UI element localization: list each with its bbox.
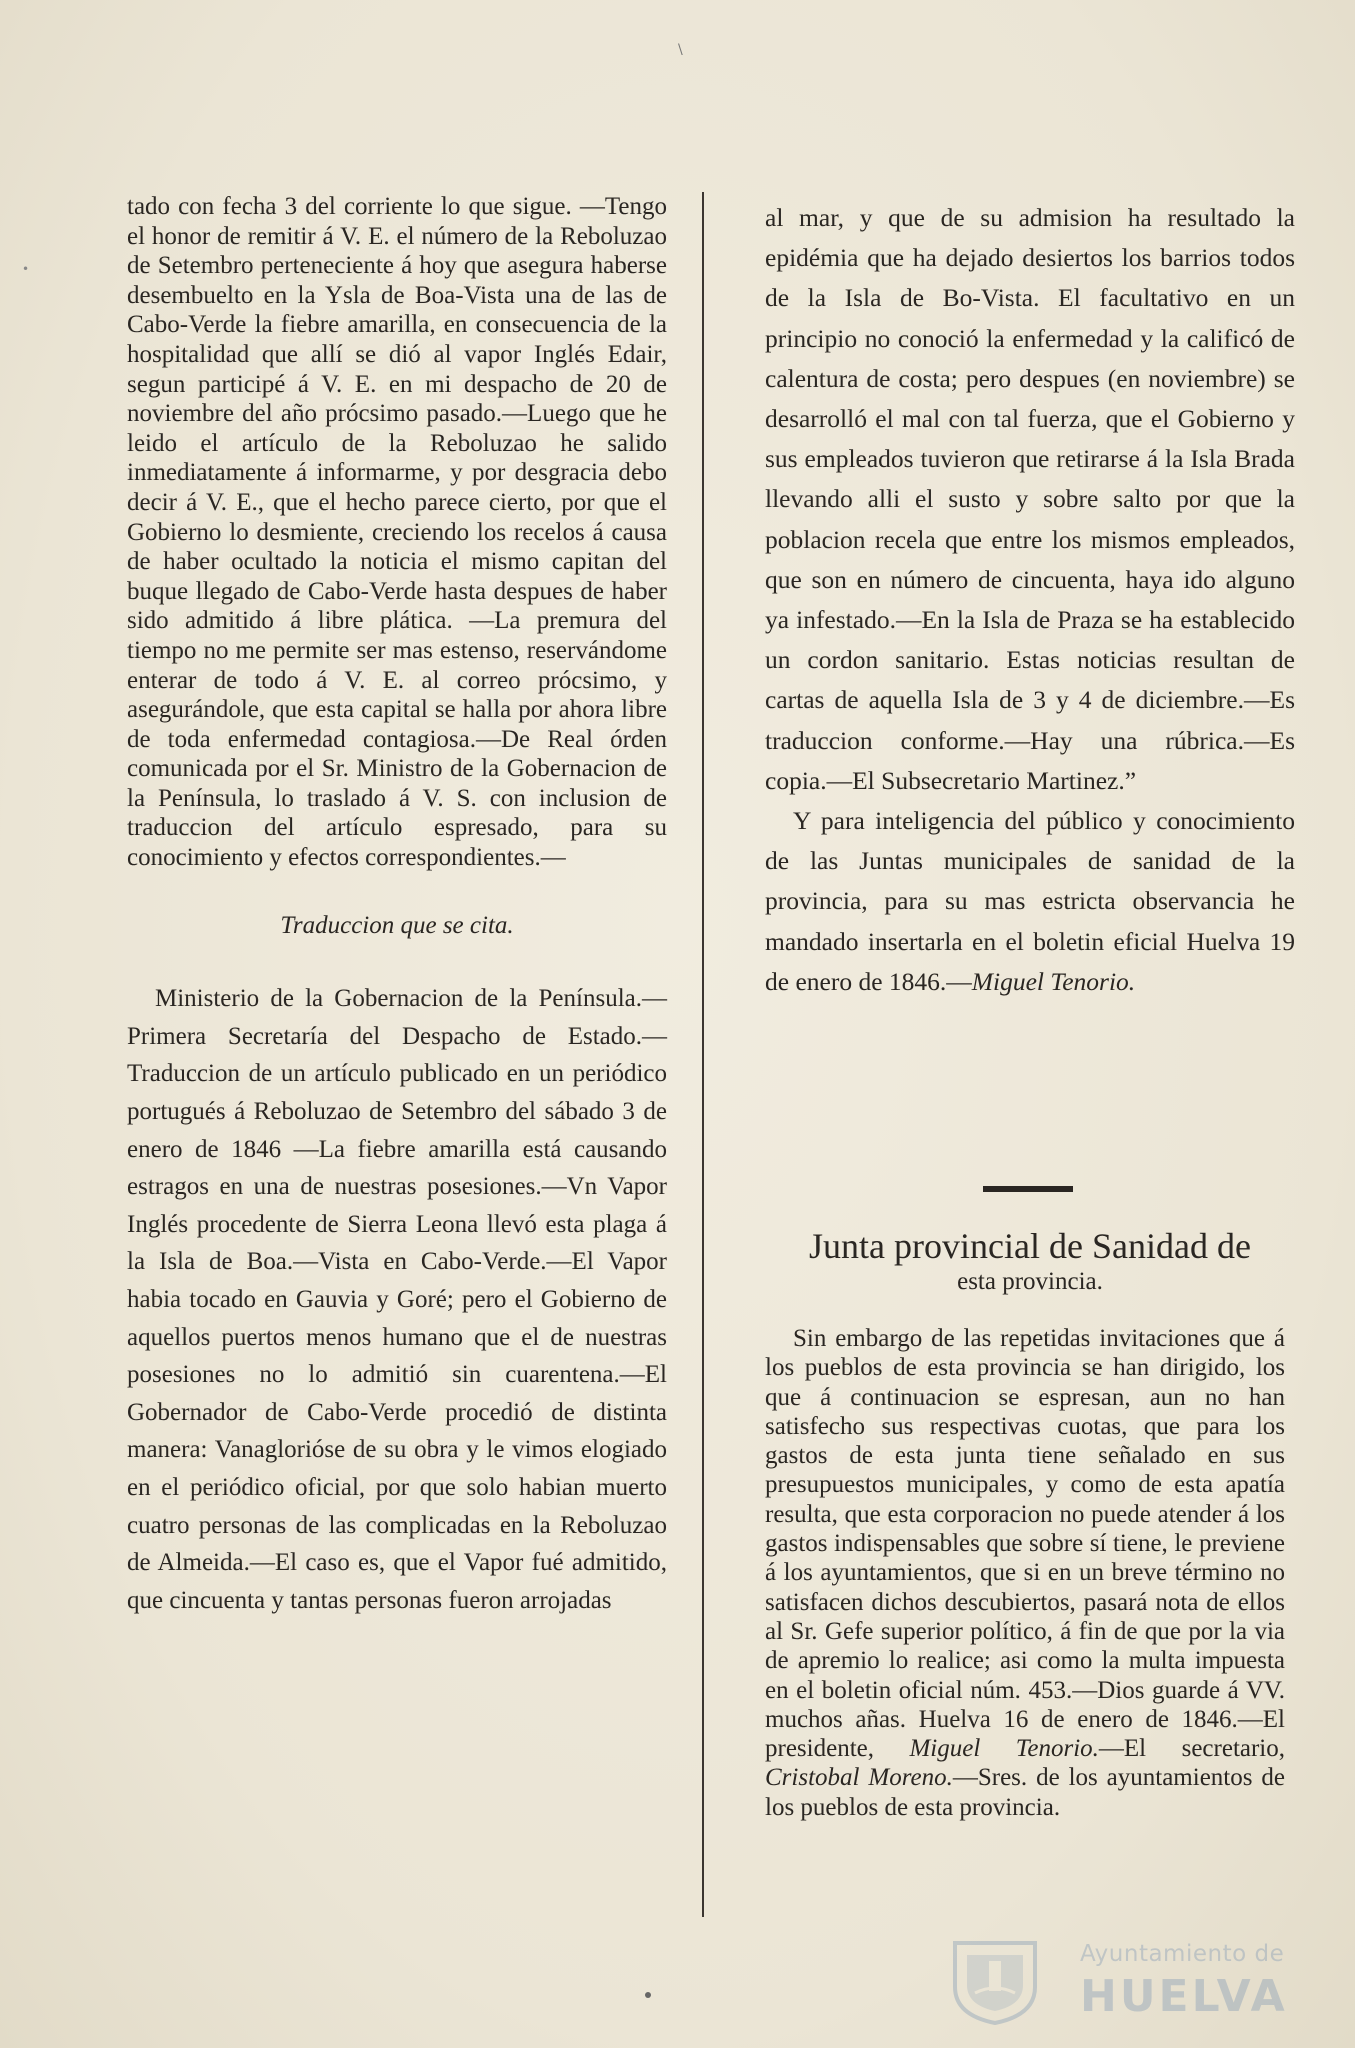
junta-notice bbox=[765, 1324, 1285, 1822]
page-mark: \ bbox=[678, 42, 683, 58]
right-paragraph-2-text: Y para inteligencia del público y conocimiento de las Juntas municipales de sanidad de la provincia, para su mas estricta observancia he mandado insertarla en el boletin eficial Huelva 19 de enero de 1846.— bbox=[765, 806, 1295, 996]
signature-tenorio: Miguel Tenorio. bbox=[971, 966, 1136, 996]
junta-president-name: Miguel Tenorio. bbox=[909, 1735, 1099, 1763]
right-paragraph-1: al mar, y que de su admision ha resultado la epidémia que ha dejado desiertos los barrios todos de la Isla de Bo-Vista. El facultativo en un principio no conoció la enfermedad y la calificó de calentura de costa; pero despues (en noviembre) se desarrolló el mal con tal fuerza, que el Gobierno y sus empleados tuvieron que retirarse á la Isla Brada llevando alli el susto y sobre salto por que la poblacion recela que entre los mismos empleados, que son en número de cincuenta, haya ido alguno ya infestado.—En la Isla de Praza se ha establecido un cordon sanitario. Estas noticias resultan de cartas de aquella Isla de 3 y 4 de diciembre.—Es traduccion conforme.—Hay una rúbrica.—Es copia.—El Subsecretario Martinez.” bbox=[765, 203, 1295, 795]
translation-heading: Traduccion que se cita. bbox=[280, 911, 514, 939]
coat-of-arms-icon bbox=[945, 1935, 1045, 2025]
section-subtitle: esta provincia. bbox=[957, 1268, 1103, 1295]
right-paragraph-2 bbox=[765, 801, 1295, 1002]
junta-text-3: —Sres. de los ayuntamientos de los pueblos de esta provincia. bbox=[765, 1764, 1285, 1821]
section-rule bbox=[983, 1186, 1073, 1192]
junta-text-1: Sin embargo de las repetidas invitaciones que á los pueblos de esta provincia se han dirigido, los que á continuacion se espresan, aun no han satisfecho sus respectivas cuotas, que para los gastos de esta junta tiene señalado en sus presupuestos municipales, y como de esta apatía resulta, que esta corporacion no puede atender á los gastos indispensables que sobre sí tiene, le previene á los ayuntamientos, que si en un breve término no satisfacen dichos descubiertos, pasará nota de ellos al Sr. Gefe superior político, á fin de que por la via de apremio lo realice; asi como la multa impuesta en el boletin oficial núm. 453.—Dios guarde á VV. muchos añas. Huelva 16 de enero de 1846.—El presidente, bbox=[765, 1325, 1285, 1763]
section-title: Junta provincial de Sanidad de bbox=[809, 1226, 1251, 1266]
junta-text-2: —El secretario, bbox=[1098, 1735, 1286, 1763]
column-divider bbox=[702, 192, 704, 1917]
left-paragraph-1: tado con fecha 3 del corriente lo que sigue. —Tengo el honor de remitir á V. E. el número de la Reboluzao de Setembro perteneciente á hoy que asegura haberse desembuelto en la Ysla de Boa-Vista una de las de Cabo-Verde la fiebre amarilla, en consecuencia de la hospitalidad que allí se dió al vapor Inglés Edair, segun participé á V. E. en mi despacho de 20 de noviembre del año prócsimo pasado.—Luego que he leido el artículo de la Reboluzao he salido inmediatamente á informarme, y por desgracia debo decir á V. E., que el hecho parece cierto, por que el Gobierno lo desmiente, creciendo los recelos á causa de haber ocultado la noticia el mismo capitan del buque llegado de Cabo-Verde hasta despues de haber sido admitido á libre plática. —La premura del tiempo no me permite ser mas estenso, reservándome enterar de todo á V. E. al correo prócsimo, y asegurándole, que esta capital se halla por ahora libre de toda enfermedad contagiosa.—De Real órden comunicada por el Sr. Ministro de la Gobernacion de la Península, lo traslado á V. S. con inclusion de traduccion del artículo espresado, para su conocimiento y efectos correspondientes.— bbox=[127, 193, 667, 872]
left-column bbox=[127, 192, 667, 1619]
ink-speck: • bbox=[22, 262, 30, 276]
watermark-line-2: HUELVA bbox=[1080, 1971, 1288, 2022]
huelva-watermark bbox=[945, 1935, 1288, 2025]
right-column bbox=[765, 198, 1295, 1002]
left-paragraph-2: Ministerio de la Gobernacion de la Península.—Primera Secretaría del Despacho de Estado.—Traduccion de un artículo publicado en un periódico portugués á Reboluzao de Setembro del sábado 3 de enero de 1846 —La fiebre amarilla está causando estragos en una de nuestras posesiones.—Vn Vapor Inglés procedente de Sierra Leona llevó esta plaga á la Isla de Boa.—Vista en Cabo-Verde.—El Vapor habia tocado en Gauvia y Goré; pero el Gobierno de aquellos puertos menos humano que el de nuestras posesiones no lo admitió sin cuarentena.—El Gobernador de Cabo-Verde procedió de distinta manera: Vanaglorióse de su obra y le vimos elogiado en el periódico oficial, por que solo habian muerto cuatro personas de las complicadas en la Reboluzao de Almeida.—El caso es, que el Vapor fué admitido, que cincuenta y tantas personas fueron arrojadas bbox=[127, 985, 667, 1614]
ink-dot bbox=[645, 1992, 651, 1998]
junta-paragraph bbox=[765, 1324, 1285, 1822]
junta-secretary-name: Cristobal Moreno. bbox=[765, 1764, 953, 1792]
watermark-line-1: Ayuntamiento de bbox=[1080, 1941, 1285, 1967]
